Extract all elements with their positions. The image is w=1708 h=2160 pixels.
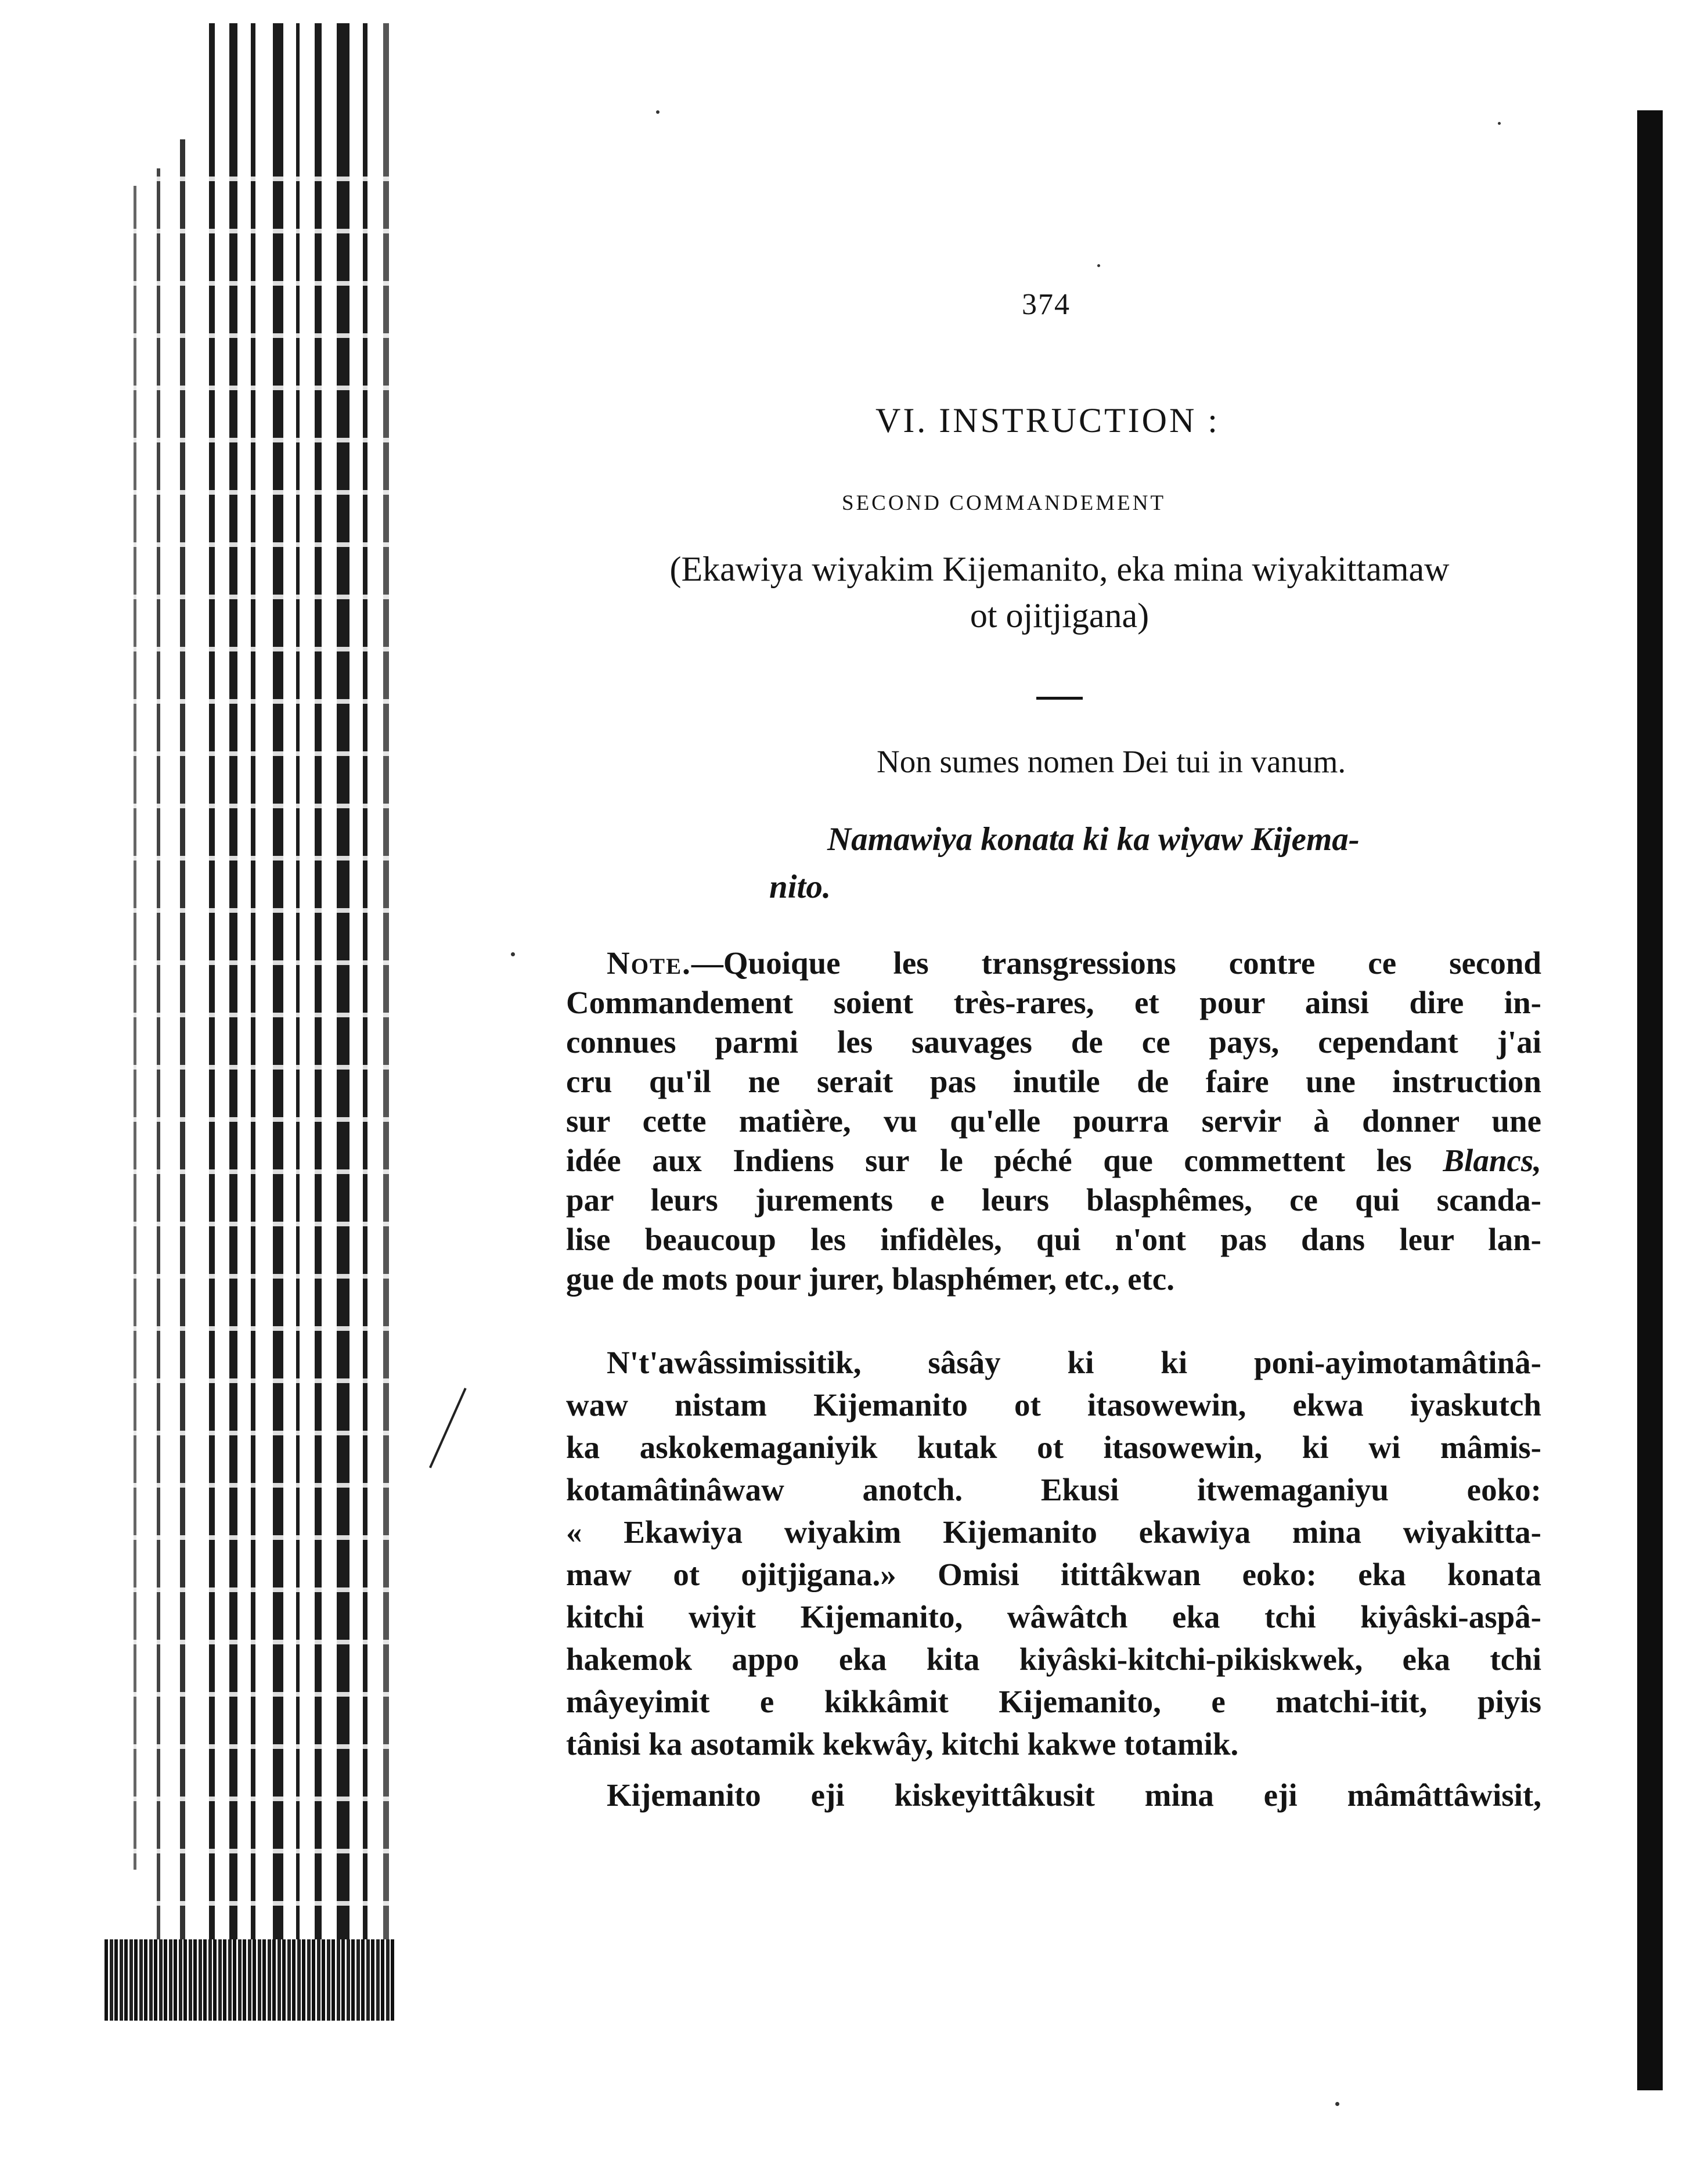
note-label: Note. xyxy=(607,945,691,981)
scan-speck xyxy=(1097,264,1100,267)
note-line: cru qu'il ne serait pas inutile de faire une instruction xyxy=(566,1064,1541,1099)
edge-scan-noise xyxy=(116,151,389,1928)
note-line: gue de mots pour jurer, blasphémer, etc., etc. xyxy=(566,1261,1174,1297)
note-italic-word: Blancs, xyxy=(1443,1143,1541,1178)
cree-paragraph-continued xyxy=(566,1774,1541,1816)
paragraph-line: ka askokemaganiyik kutak ot itasowewin, ki wi mâmis- xyxy=(566,1430,1541,1465)
edge-base-shadow xyxy=(105,1939,395,2021)
note-line: par leurs jurements e leurs blasphêmes, ce qui scanda- xyxy=(566,1182,1541,1218)
note-line xyxy=(566,1141,1541,1180)
section-title: VI. INSTRUCTION : xyxy=(875,401,1220,440)
note-line-text: idée aux Indiens sur le péché que commettent les xyxy=(566,1143,1412,1178)
cree-commandment-heading xyxy=(566,546,1553,639)
paragraph-line: waw nistam Kijemanito ot itasowewin, ekwa iyaskutch xyxy=(566,1387,1541,1423)
paragraph-line: maw ot ojitjigana.» Omisi itittâkwan eoko: eka konata xyxy=(566,1557,1541,1592)
scan-speck xyxy=(656,110,660,114)
page-number: 374 xyxy=(1022,288,1071,321)
paragraph-line: hakemok appo eka kita kiyâski-kitchi-pikiskwek, eka tchi xyxy=(566,1641,1541,1677)
note-line: connues parmi les sauvages de ce pays, cependant j'ai xyxy=(566,1024,1541,1060)
latin-commandment: Non sumes nomen Dei tui in vanum. xyxy=(877,744,1346,779)
paragraph-line: N't'awâssimissitik, sâsây ki ki poni-ayimotamâtinâ- xyxy=(607,1345,1541,1380)
right-edge-shadow xyxy=(1637,110,1663,2090)
note-line-text: —Quoique les transgressions contre ce second xyxy=(691,945,1541,981)
note-paragraph xyxy=(566,944,1541,1299)
divider-rule xyxy=(1036,697,1083,700)
paragraph-line: kitchi wiyit Kijemanito, wâwâtch eka tchi kiyâski-aspâ- xyxy=(566,1599,1541,1635)
note-line: Commandement soient très-rares, et pour ainsi dire in- xyxy=(566,985,1541,1020)
paragraph-line: mâyeyimit e kikkâmit Kijemanito, e matchi-itit, piyis xyxy=(566,1684,1541,1719)
note-line: lise beaucoup les infidèles, qui n'ont pas dans leur lan- xyxy=(566,1222,1541,1257)
cree-translation-line: Namawiya konata ki ka wiyaw Kijema- xyxy=(827,821,1360,858)
cree-heading-line: (Ekawiya wiyakim Kijemanito, eka mina wiyakittamaw xyxy=(669,550,1450,588)
margin-pencil-mark xyxy=(429,1388,467,1468)
paragraph-line: Kijemanito eji kiskeyittâkusit mina eji mâmâttâwisit, xyxy=(607,1777,1541,1813)
paragraph-line: tânisi ka asotamik kekwây, kitchi kakwe totamik. xyxy=(566,1726,1239,1762)
scan-speck xyxy=(1335,2102,1339,2106)
paragraph-line: kotamâtinâwaw anotch. Ekusi itwemaganiyu eoko: xyxy=(566,1472,1541,1507)
scan-speck xyxy=(1498,122,1501,125)
cree-translation xyxy=(769,816,1582,911)
cree-heading-line: ot ojitjigana) xyxy=(970,596,1150,635)
note-line xyxy=(566,944,1541,983)
scan-speck xyxy=(511,952,515,956)
cree-translation-line: nito. xyxy=(769,869,831,905)
section-subtitle: SECOND COMMANDEMENT xyxy=(842,491,1166,515)
cree-paragraph xyxy=(566,1341,1541,1765)
note-line: sur cette matière, vu qu'elle pourra servir à donner une xyxy=(566,1103,1541,1139)
paragraph-line: « Ekawiya wiyakim Kijemanito ekawiya mina wiyakitta- xyxy=(566,1514,1541,1550)
